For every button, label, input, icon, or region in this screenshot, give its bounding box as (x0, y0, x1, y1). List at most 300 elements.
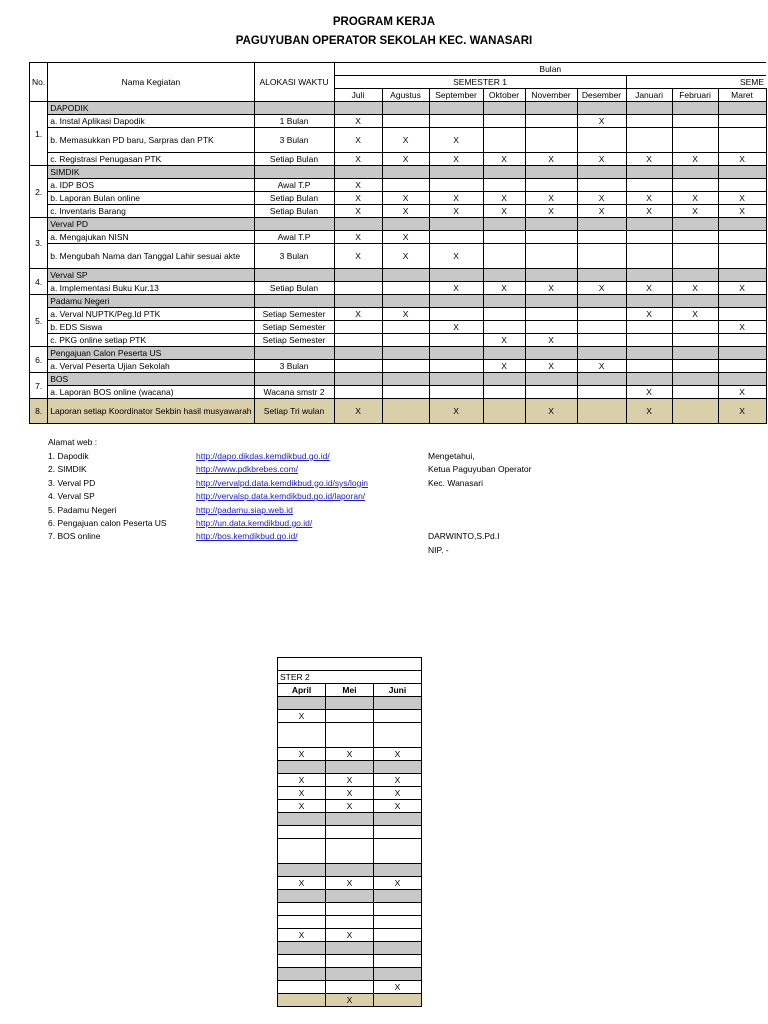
group-fill-cell (483, 269, 525, 282)
month-mark (382, 282, 429, 295)
page2-row (278, 697, 422, 710)
month-mark: X (626, 399, 672, 424)
group-name: DAPODIK (48, 102, 254, 115)
page2-cell (326, 723, 374, 748)
activity-label: a. Verval Peserta Ujian Sekolah (48, 360, 254, 373)
month-mark: X (525, 153, 577, 166)
group-fill-cell (429, 295, 483, 308)
page2-row (278, 981, 422, 994)
group-row (30, 295, 767, 308)
month-mark: X (382, 192, 429, 205)
alamat-item: 5. Padamu Negeri (48, 504, 117, 515)
group-fill-cell (483, 373, 525, 386)
month-mark: X (672, 282, 718, 295)
page2-cell (326, 864, 374, 877)
month-mark: X (483, 205, 525, 218)
month-mark (626, 115, 672, 128)
month-mark: X (483, 153, 525, 166)
group-fill-cell (626, 166, 672, 179)
activity-time: Setiap Tri wulan (254, 399, 334, 424)
month-mark: X (429, 192, 483, 205)
page2-cell (326, 813, 374, 826)
activity-row (30, 115, 767, 128)
page2-cell: X (326, 787, 374, 800)
activity-time: Setiap Bulan (254, 205, 334, 218)
month-header: April (278, 684, 326, 697)
month-mark (577, 399, 626, 424)
group-fill-cell (254, 218, 334, 231)
page2-cell (326, 903, 374, 916)
month-header: September (429, 89, 483, 102)
activity-row (30, 360, 767, 373)
group-row (30, 269, 767, 282)
month-mark (626, 179, 672, 192)
group-name: SIMDIK (48, 166, 254, 179)
group-fill-cell (429, 269, 483, 282)
group-fill-cell (626, 269, 672, 282)
activity-time: Setiap Bulan (254, 192, 334, 205)
page2-cell (326, 955, 374, 968)
activity-label: a. Instal Aplikasi Dapodik (48, 115, 254, 128)
page2-cell: X (278, 929, 326, 942)
month-mark (577, 244, 626, 269)
month-mark (672, 334, 718, 347)
month-mark (525, 308, 577, 321)
page2-cell (278, 826, 326, 839)
page2-row (278, 800, 422, 813)
page2-row (278, 710, 422, 723)
activity-row (30, 128, 767, 153)
group-row (30, 373, 767, 386)
page2-row (278, 942, 422, 955)
month-mark (577, 128, 626, 153)
month-header: Juli (334, 89, 382, 102)
month-mark: X (672, 192, 718, 205)
month-mark: X (382, 308, 429, 321)
activity-time: 3 Bulan (254, 128, 334, 153)
alamat-item: 7. BOS online (48, 531, 101, 542)
group-fill-cell (525, 269, 577, 282)
group-name: Padamu Negeri (48, 295, 254, 308)
group-fill-cell (672, 269, 718, 282)
month-mark: X (626, 282, 672, 295)
alamat-item: 2. SIMDIK (48, 464, 87, 475)
page2-cell: X (374, 748, 422, 761)
month-mark: X (672, 205, 718, 218)
month-mark (382, 321, 429, 334)
month-mark: X (525, 334, 577, 347)
page2-row (278, 748, 422, 761)
month-mark: X (429, 244, 483, 269)
group-fill-cell (483, 218, 525, 231)
month-mark (483, 231, 525, 244)
signature-block (428, 450, 532, 557)
group-row (30, 166, 767, 179)
group-fill-cell (718, 218, 766, 231)
month-mark (577, 308, 626, 321)
page2-cell (278, 994, 326, 1007)
month-mark (382, 334, 429, 347)
group-fill-cell (334, 295, 382, 308)
sign-nip: NIP. - (428, 544, 449, 555)
group-fill-cell (672, 102, 718, 115)
month-mark (382, 360, 429, 373)
group-fill-cell (382, 218, 429, 231)
group-fill-cell (483, 347, 525, 360)
page2-cell (374, 864, 422, 877)
alamat-link-row (196, 477, 368, 490)
month-mark (672, 179, 718, 192)
group-number: 8. (30, 399, 48, 424)
alamat-link-row (196, 450, 368, 463)
month-mark: X (626, 308, 672, 321)
alamat-link-row (196, 463, 368, 476)
group-fill-cell (254, 373, 334, 386)
page2-cell (326, 968, 374, 981)
month-mark (429, 308, 483, 321)
activity-label: b. EDS Siswa (48, 321, 254, 334)
month-mark (483, 399, 525, 424)
page2-row (278, 839, 422, 864)
month-mark (718, 115, 766, 128)
alamat-web-label: Alamat web : (48, 437, 98, 447)
month-mark (626, 244, 672, 269)
activity-time: Setiap Bulan (254, 153, 334, 166)
alamat-link[interactable]: http://dapo.dikdas.kemdikbud.go.id/ (196, 451, 330, 461)
month-mark: X (429, 153, 483, 166)
page2-cell (278, 955, 326, 968)
page2-cell: X (326, 748, 374, 761)
group-fill-cell (718, 269, 766, 282)
activity-label: a. IDP BOS (48, 179, 254, 192)
month-mark (334, 321, 382, 334)
group-fill-cell (672, 295, 718, 308)
document-title: PROGRAM KERJA (332, 16, 436, 28)
sign-ketua: Ketua Paguyuban Operator (428, 464, 532, 475)
page2-row (278, 903, 422, 916)
alamat-link-row (196, 517, 368, 530)
month-mark: X (525, 399, 577, 424)
activity-label: b. Memasukkan PD baru, Sarpras dan PTK (48, 128, 254, 153)
page2-cell (326, 839, 374, 864)
month-mark (718, 179, 766, 192)
group-fill-cell (525, 218, 577, 231)
month-mark: X (718, 282, 766, 295)
month-mark: X (718, 321, 766, 334)
page2-cell (326, 981, 374, 994)
activity-time: Setiap Semester (254, 321, 334, 334)
activity-row (30, 205, 767, 218)
group-name: Verval PD (48, 218, 254, 231)
activity-label: b. Mengubah Nama dan Tanggal Lahir sesuai akte (48, 244, 254, 269)
group-fill-cell (429, 373, 483, 386)
activity-time: Setiap Bulan (254, 282, 334, 295)
page2-row (278, 877, 422, 890)
month-mark (429, 334, 483, 347)
page2-row (278, 994, 422, 1007)
group-fill-cell (382, 102, 429, 115)
activity-row (30, 244, 767, 269)
month-mark (626, 334, 672, 347)
month-mark: X (483, 192, 525, 205)
activity-time: Setiap Semester (254, 308, 334, 321)
month-header: Mei (326, 684, 374, 697)
month-mark (429, 231, 483, 244)
group-row (30, 102, 767, 115)
page2-cell: X (374, 800, 422, 813)
activity-row (30, 231, 767, 244)
group-fill-cell (254, 269, 334, 282)
month-mark (382, 179, 429, 192)
group-fill-cell (626, 102, 672, 115)
activity-label: c. PKG online setiap PTK (48, 334, 254, 347)
group-fill-cell (577, 347, 626, 360)
month-mark (483, 179, 525, 192)
page2-cell (374, 994, 422, 1007)
activity-time: 3 Bulan (254, 360, 334, 373)
month-mark (334, 282, 382, 295)
group-fill-cell (672, 347, 718, 360)
group-fill-cell (718, 295, 766, 308)
group-fill-cell (718, 102, 766, 115)
group-fill-cell (483, 166, 525, 179)
month-mark (429, 386, 483, 399)
month-mark: X (382, 231, 429, 244)
page2-cell (326, 697, 374, 710)
month-mark (672, 128, 718, 153)
month-mark: X (718, 399, 766, 424)
group-fill-cell (577, 218, 626, 231)
alamat-web-list (48, 450, 167, 544)
group-fill-cell (483, 295, 525, 308)
activity-label: b. Laporan Bulan online (48, 192, 254, 205)
page2-cell (374, 955, 422, 968)
activity-row (30, 282, 767, 295)
page2-cell: X (278, 774, 326, 787)
header-semester-1: SEMESTER 1 (334, 76, 626, 89)
activity-row (30, 334, 767, 347)
month-mark: X (334, 231, 382, 244)
page2-cell (326, 826, 374, 839)
group-fill-cell (483, 102, 525, 115)
alamat-link[interactable]: http://padamu.siap.web.id (196, 504, 293, 515)
month-mark: X (626, 205, 672, 218)
month-mark: X (483, 334, 525, 347)
activity-time: 3 Bulan (254, 244, 334, 269)
group-fill-cell (525, 166, 577, 179)
page2-row (278, 723, 422, 748)
month-mark: X (334, 192, 382, 205)
activity-row (30, 153, 767, 166)
page2-row (278, 826, 422, 839)
header-bulan: Bulan (334, 63, 766, 76)
month-mark (718, 334, 766, 347)
month-mark: X (429, 282, 483, 295)
month-mark (382, 399, 429, 424)
page2-cell (278, 697, 326, 710)
month-mark: X (577, 115, 626, 128)
page2-cell (278, 761, 326, 774)
group-fill-cell (254, 102, 334, 115)
group-name: Verval SP (48, 269, 254, 282)
month-mark: X (334, 153, 382, 166)
page2-cell (278, 723, 326, 748)
page2-cell (326, 890, 374, 903)
month-mark (672, 115, 718, 128)
month-mark (672, 231, 718, 244)
page2-cell: X (374, 877, 422, 890)
group-fill-cell (334, 218, 382, 231)
activity-label: a. Implementasi Buku Kur.13 (48, 282, 254, 295)
group-fill-cell (577, 166, 626, 179)
page2-cell (374, 916, 422, 929)
month-mark: X (525, 205, 577, 218)
group-name: BOS (48, 373, 254, 386)
month-mark (483, 244, 525, 269)
page2-row (278, 890, 422, 903)
group-row (30, 218, 767, 231)
month-mark: X (334, 128, 382, 153)
month-header: Agustus (382, 89, 429, 102)
month-mark: X (334, 205, 382, 218)
month-mark (718, 244, 766, 269)
alamat-link[interactable]: http://bos.kemdikbud.go.id/ (196, 531, 298, 542)
group-fill-cell (577, 295, 626, 308)
month-mark: X (334, 308, 382, 321)
group-fill-cell (672, 166, 718, 179)
group-fill-cell (382, 166, 429, 179)
alamat-link[interactable]: http://vervalsp.data.kemdikbud.go.id/laporan/ (196, 491, 366, 502)
month-mark: X (334, 115, 382, 128)
alamat-link[interactable]: http://un.data.kemdikbud.go.id/ (196, 518, 313, 529)
group-number: 5. (30, 295, 48, 347)
month-mark (483, 308, 525, 321)
activity-label: c. Registrasi Penugasan PTK (48, 153, 254, 166)
alamat-item: 3. Verval PD (48, 477, 96, 488)
month-mark: X (334, 179, 382, 192)
month-mark (334, 386, 382, 399)
group-fill-cell (254, 295, 334, 308)
month-mark: X (718, 386, 766, 399)
group-fill-cell (626, 347, 672, 360)
group-fill-cell (382, 373, 429, 386)
header-alokasi-waktu: ALOKASI WAKTU (254, 63, 334, 102)
month-mark: X (577, 192, 626, 205)
month-mark (718, 308, 766, 321)
page2-cell (326, 710, 374, 723)
month-mark (525, 321, 577, 334)
month-mark (718, 128, 766, 153)
group-row (30, 347, 767, 360)
page2-cell: X (326, 774, 374, 787)
page2-row (278, 864, 422, 877)
month-mark (525, 386, 577, 399)
month-mark: X (429, 128, 483, 153)
month-mark (577, 386, 626, 399)
group-fill-cell (718, 347, 766, 360)
month-mark (429, 179, 483, 192)
month-mark: X (577, 205, 626, 218)
activity-time: Awal T.P (254, 231, 334, 244)
month-mark (429, 115, 483, 128)
group-name: Pengajuan Calon Peserta US (48, 347, 254, 360)
page2-cell: X (374, 787, 422, 800)
page2-cell (278, 916, 326, 929)
group-fill-cell (382, 269, 429, 282)
page2-cell (374, 968, 422, 981)
alamat-web-links (196, 450, 368, 544)
page2-cell (374, 710, 422, 723)
alamat-item: 4. Verval SP (48, 491, 95, 502)
page2-cell (278, 839, 326, 864)
group-fill-cell (429, 102, 483, 115)
group-fill-cell (718, 166, 766, 179)
month-mark: X (483, 282, 525, 295)
activity-time: 1 Bulan (254, 115, 334, 128)
page2-cell (326, 761, 374, 774)
month-mark: X (577, 282, 626, 295)
month-mark (483, 321, 525, 334)
page2-cell (278, 903, 326, 916)
page2-cell (374, 761, 422, 774)
group-fill-cell (334, 166, 382, 179)
month-mark: X (429, 321, 483, 334)
alamat-item: 1. Dapodik (48, 451, 89, 461)
month-mark: X (626, 153, 672, 166)
month-mark (626, 360, 672, 373)
group-fill-cell (429, 166, 483, 179)
group-fill-cell (672, 373, 718, 386)
month-mark (672, 399, 718, 424)
page2-cell (374, 929, 422, 942)
month-mark (382, 115, 429, 128)
group-fill-cell (334, 347, 382, 360)
page2-cell (374, 723, 422, 748)
page2-cell: X (278, 877, 326, 890)
activity-time: Awal T.P (254, 179, 334, 192)
sign-name: DARWINTO,S.Pd.I (428, 531, 500, 542)
page2-cell: X (326, 994, 374, 1007)
activity-row (30, 321, 767, 334)
page2-cell (278, 968, 326, 981)
month-mark (626, 231, 672, 244)
page2-row (278, 929, 422, 942)
alamat-link[interactable]: http://vervalpd.data.kemdikbud.go.id/sys/login (196, 477, 368, 488)
group-fill-cell (334, 269, 382, 282)
month-mark (577, 321, 626, 334)
month-mark (525, 244, 577, 269)
month-mark: X (525, 360, 577, 373)
schedule-table (29, 62, 767, 424)
month-mark (525, 128, 577, 153)
group-fill-cell (382, 295, 429, 308)
month-mark: X (483, 360, 525, 373)
month-mark: X (525, 282, 577, 295)
page2-cell (278, 813, 326, 826)
page2-row (278, 916, 422, 929)
page2-cell: X (278, 748, 326, 761)
month-mark: X (525, 192, 577, 205)
page2-cell: X (278, 710, 326, 723)
group-fill-cell (429, 218, 483, 231)
month-header: Desember (577, 89, 626, 102)
alamat-link[interactable]: http://www.pdkbrebes.com/ (196, 464, 299, 475)
page2-cell (278, 864, 326, 877)
page2-cell (278, 942, 326, 955)
group-fill-cell (577, 102, 626, 115)
page2-cell: X (326, 877, 374, 890)
activity-time: Setiap Semester (254, 334, 334, 347)
